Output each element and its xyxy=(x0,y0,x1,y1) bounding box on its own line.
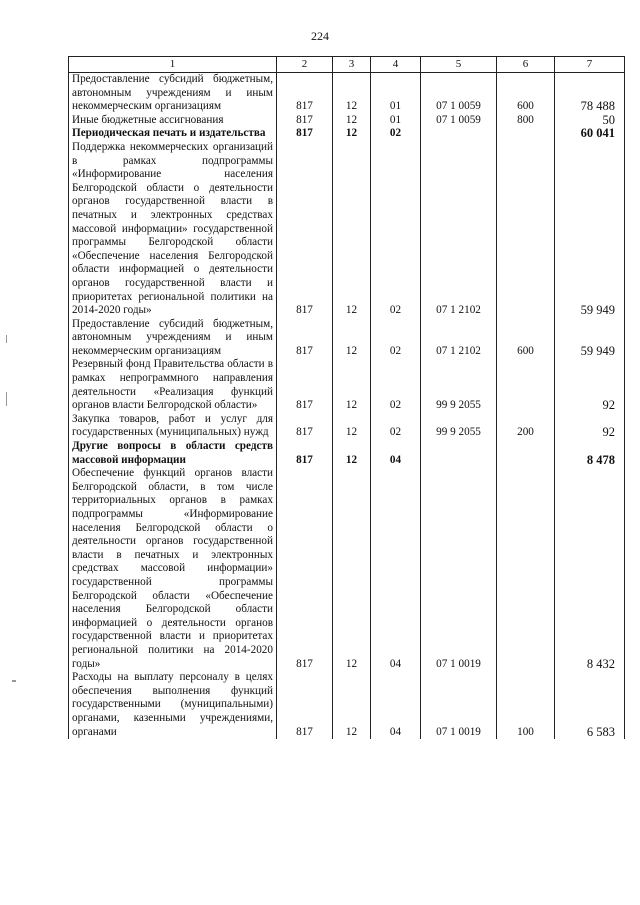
margin-mark xyxy=(12,680,16,682)
col-header: 1 xyxy=(69,57,277,73)
cell-amount: 59 949 xyxy=(555,141,625,318)
cell-code: 817 xyxy=(277,73,333,114)
cell-amount: 78 488 xyxy=(555,73,625,114)
cell-target: 07 1 2102 xyxy=(421,141,497,318)
cell-code: 817 xyxy=(277,440,333,467)
cell-section: 12 xyxy=(333,671,371,739)
cell-section: 12 xyxy=(333,358,371,412)
cell-code: 817 xyxy=(277,467,333,671)
row-name: Предоставление субсидий бюджетным, автономным учреждениям и иным некоммерческим организациям xyxy=(69,73,277,114)
cell-code: 817 xyxy=(277,413,333,440)
col-header: 7 xyxy=(555,57,625,73)
cell-expense-type xyxy=(497,127,555,141)
cell-section: 12 xyxy=(333,413,371,440)
row-name: Периодическая печать и издательства xyxy=(69,127,277,141)
cell-code: 817 xyxy=(277,318,333,359)
cell-subsection: 01 xyxy=(371,114,421,128)
cell-subsection: 02 xyxy=(371,413,421,440)
cell-subsection: 04 xyxy=(371,467,421,671)
cell-subsection: 02 xyxy=(371,358,421,412)
cell-target xyxy=(421,127,497,141)
table-row xyxy=(69,141,625,318)
cell-code: 817 xyxy=(277,127,333,141)
cell-section: 12 xyxy=(333,114,371,128)
cell-target: 99 9 2055 xyxy=(421,358,497,412)
row-name: Иные бюджетные ассигнования xyxy=(69,114,277,128)
table-row xyxy=(69,467,625,671)
table-row xyxy=(69,73,625,114)
col-header: 5 xyxy=(421,57,497,73)
col-header: 2 xyxy=(277,57,333,73)
cell-amount: 50 xyxy=(555,114,625,128)
cell-section: 12 xyxy=(333,127,371,141)
cell-code: 817 xyxy=(277,114,333,128)
cell-section: 12 xyxy=(333,318,371,359)
cell-expense-type xyxy=(497,467,555,671)
col-header: 6 xyxy=(497,57,555,73)
cell-subsection: 02 xyxy=(371,141,421,318)
cell-amount: 59 949 xyxy=(555,318,625,359)
cell-subsection: 02 xyxy=(371,318,421,359)
cell-subsection: 02 xyxy=(371,127,421,141)
cell-code: 817 xyxy=(277,358,333,412)
cell-expense-type: 600 xyxy=(497,318,555,359)
cell-section: 12 xyxy=(333,467,371,671)
row-name: Поддержка некоммерческих организаций в рамках подпрограммы «Информирование населения Белгородской области о деятельности органов государственной власти в печатных и электронных средствах массовой информации» государственной программы Белгородской области «Обеспечение населения Белгородской области информацией о деятельности органов государственной власти и приоритетах региональной политики на 2014-2020 годы» xyxy=(69,141,277,318)
cell-expense-type: 200 xyxy=(497,413,555,440)
cell-subsection: 04 xyxy=(371,440,421,467)
table-row xyxy=(69,127,625,141)
row-name: Расходы на выплату персоналу в целях обеспечения выполнения функций государственными (муниципальными) органами, казенными учреждениями, органами xyxy=(69,671,277,739)
table-row xyxy=(69,413,625,440)
cell-section: 12 xyxy=(333,73,371,114)
row-name: Обеспечение функций органов власти Белгородской области, в том числе территориальных органов в рамках подпрограммы «Информирование населения Белгородской области о деятельности органов государственной власти в печатных и электронных средствах массовой информации» государственной программы Белгородской области «Обеспечение населения Белгородской области информацией о деятельности органов государственной власти и приоритетах региональной политики на 2014-2020 годы» xyxy=(69,467,277,671)
budget-table xyxy=(68,56,625,739)
table-row xyxy=(69,318,625,359)
cell-target: 07 1 0059 xyxy=(421,73,497,114)
table-row xyxy=(69,671,625,739)
cell-amount: 8 478 xyxy=(555,440,625,467)
row-name: Другие вопросы в области средств массовой информации xyxy=(69,440,277,467)
cell-target: 07 1 0019 xyxy=(421,671,497,739)
table-row xyxy=(69,358,625,412)
table-row xyxy=(69,114,625,128)
cell-target: 07 1 0019 xyxy=(421,467,497,671)
cell-target: 07 1 2102 xyxy=(421,318,497,359)
cell-subsection: 01 xyxy=(371,73,421,114)
cell-amount: 92 xyxy=(555,413,625,440)
cell-section: 12 xyxy=(333,141,371,318)
margin-mark xyxy=(6,392,7,406)
cell-subsection: 04 xyxy=(371,671,421,739)
row-name: Предоставление субсидий бюджетным, автономным учреждениям и иным некоммерческим организациям xyxy=(69,318,277,359)
cell-expense-type: 600 xyxy=(497,73,555,114)
col-header: 3 xyxy=(333,57,371,73)
margin-mark xyxy=(6,335,7,343)
cell-amount: 6 583 xyxy=(555,671,625,739)
cell-amount: 92 xyxy=(555,358,625,412)
cell-target: 07 1 0059 xyxy=(421,114,497,128)
cell-expense-type xyxy=(497,358,555,412)
row-name: Резервный фонд Правительства области в рамках непрограммного направления деятельности «Реализация функций органов власти Белгородской области» xyxy=(69,358,277,412)
col-header: 4 xyxy=(371,57,421,73)
cell-target: 99 9 2055 xyxy=(421,413,497,440)
page-number: 224 xyxy=(311,29,329,43)
row-name: Закупка товаров, работ и услуг для государственных (муниципальных) нужд xyxy=(69,413,277,440)
cell-expense-type xyxy=(497,440,555,467)
table-row xyxy=(69,440,625,467)
cell-code: 817 xyxy=(277,671,333,739)
cell-amount: 8 432 xyxy=(555,467,625,671)
cell-section: 12 xyxy=(333,440,371,467)
cell-target xyxy=(421,440,497,467)
header-row xyxy=(69,57,625,73)
cell-code: 817 xyxy=(277,141,333,318)
cell-expense-type: 100 xyxy=(497,671,555,739)
cell-amount: 60 041 xyxy=(555,127,625,141)
cell-expense-type: 800 xyxy=(497,114,555,128)
cell-expense-type xyxy=(497,141,555,318)
